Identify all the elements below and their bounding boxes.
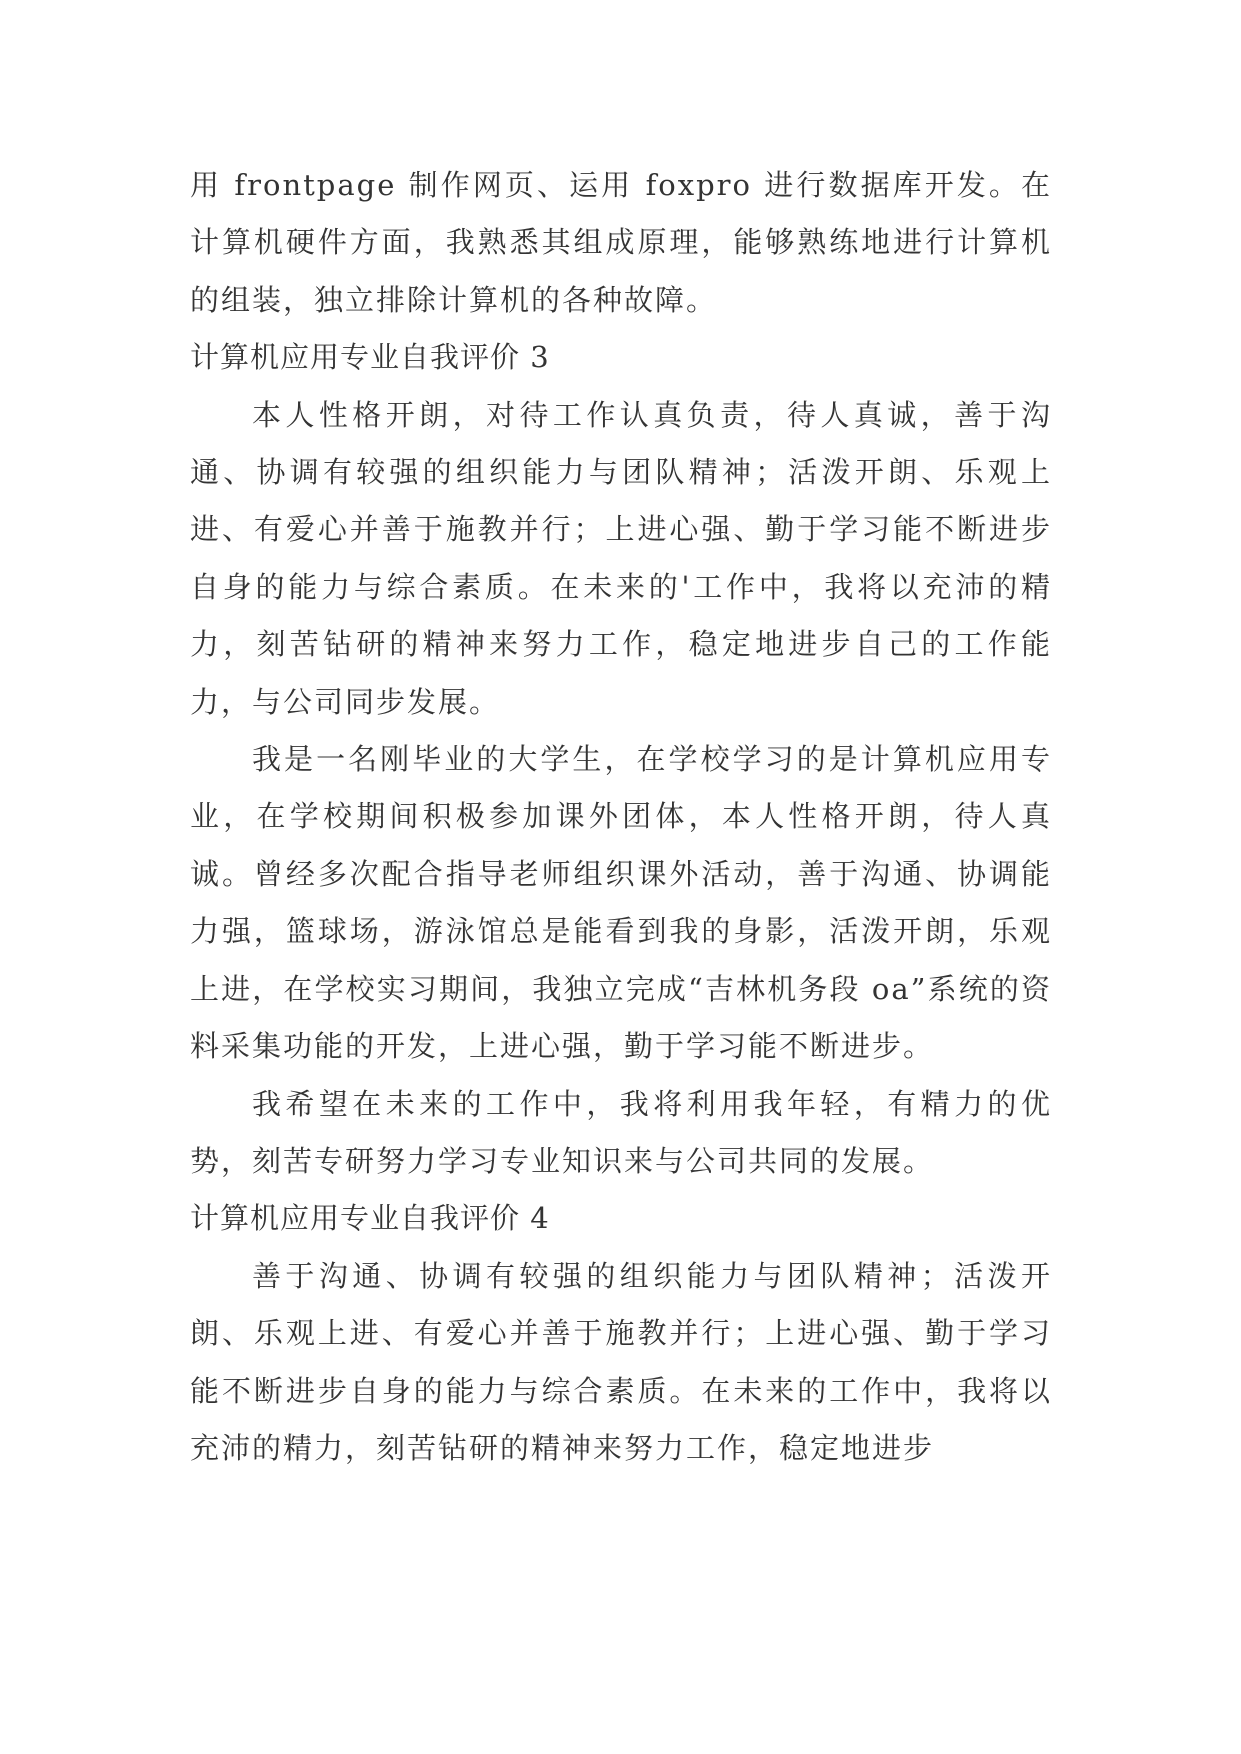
section-heading-3: 计算机应用专业自我评价 3 [190, 340, 550, 375]
paragraph: 本人性格开朗，对待工作认真负责，待人真诚，善于沟通、协调有较强的组织能力与团队精神；活泼开朗、乐观上进、有爱心并善于施教并行；上进心强、勤于学习能不断进步自身的能力与综合素质。在未来的'工作中，我将以充沛的精力，刻苦钻研的精神来努力工作，稳定地进步自己的工作能力，与公司同步发展。 [190, 397, 1052, 719]
paragraph: 善于沟通、协调有较强的组织能力与团队精神；活泼开朗、乐观上进、有爱心并善于施教并行；上进心强、勤于学习能不断进步自身的能力与综合素质。在未来的工作中，我将以充沛的精力，刻苦钻研的精神来努力工作，稳定地进步 [190, 1258, 1052, 1465]
paragraph: 我希望在未来的工作中，我将利用我年轻，有精力的优势，刻苦专研努力学习专业知识来与公司共同的发展。 [190, 1086, 1052, 1178]
paragraph-continuation: 用 frontpage 制作网页、运用 foxpro 进行数据库开发。在计算机硬件方面，我熟悉其组成原理，能够熟练地进行计算机的组装，独立排除计算机的各种故障。 [190, 168, 1052, 317]
section-heading-4: 计算机应用专业自我评价 4 [190, 1201, 550, 1236]
paragraph: 我是一名刚毕业的大学生，在学校学习的是计算机应用专业，在学校期间积极参加课外团体，本人性格开朗，待人真诚。曾经多次配合指导老师组织课外活动，善于沟通、协调能力强，篮球场，游泳馆总是能看到我的身影，活泼开朗，乐观上进，在学校实习期间，我独立完成“吉林机务段 oa”系统的资料采集功能的开发，上进心强，勤于学习能不断进步。 [190, 742, 1052, 1064]
document-body [190, 157, 1052, 1477]
